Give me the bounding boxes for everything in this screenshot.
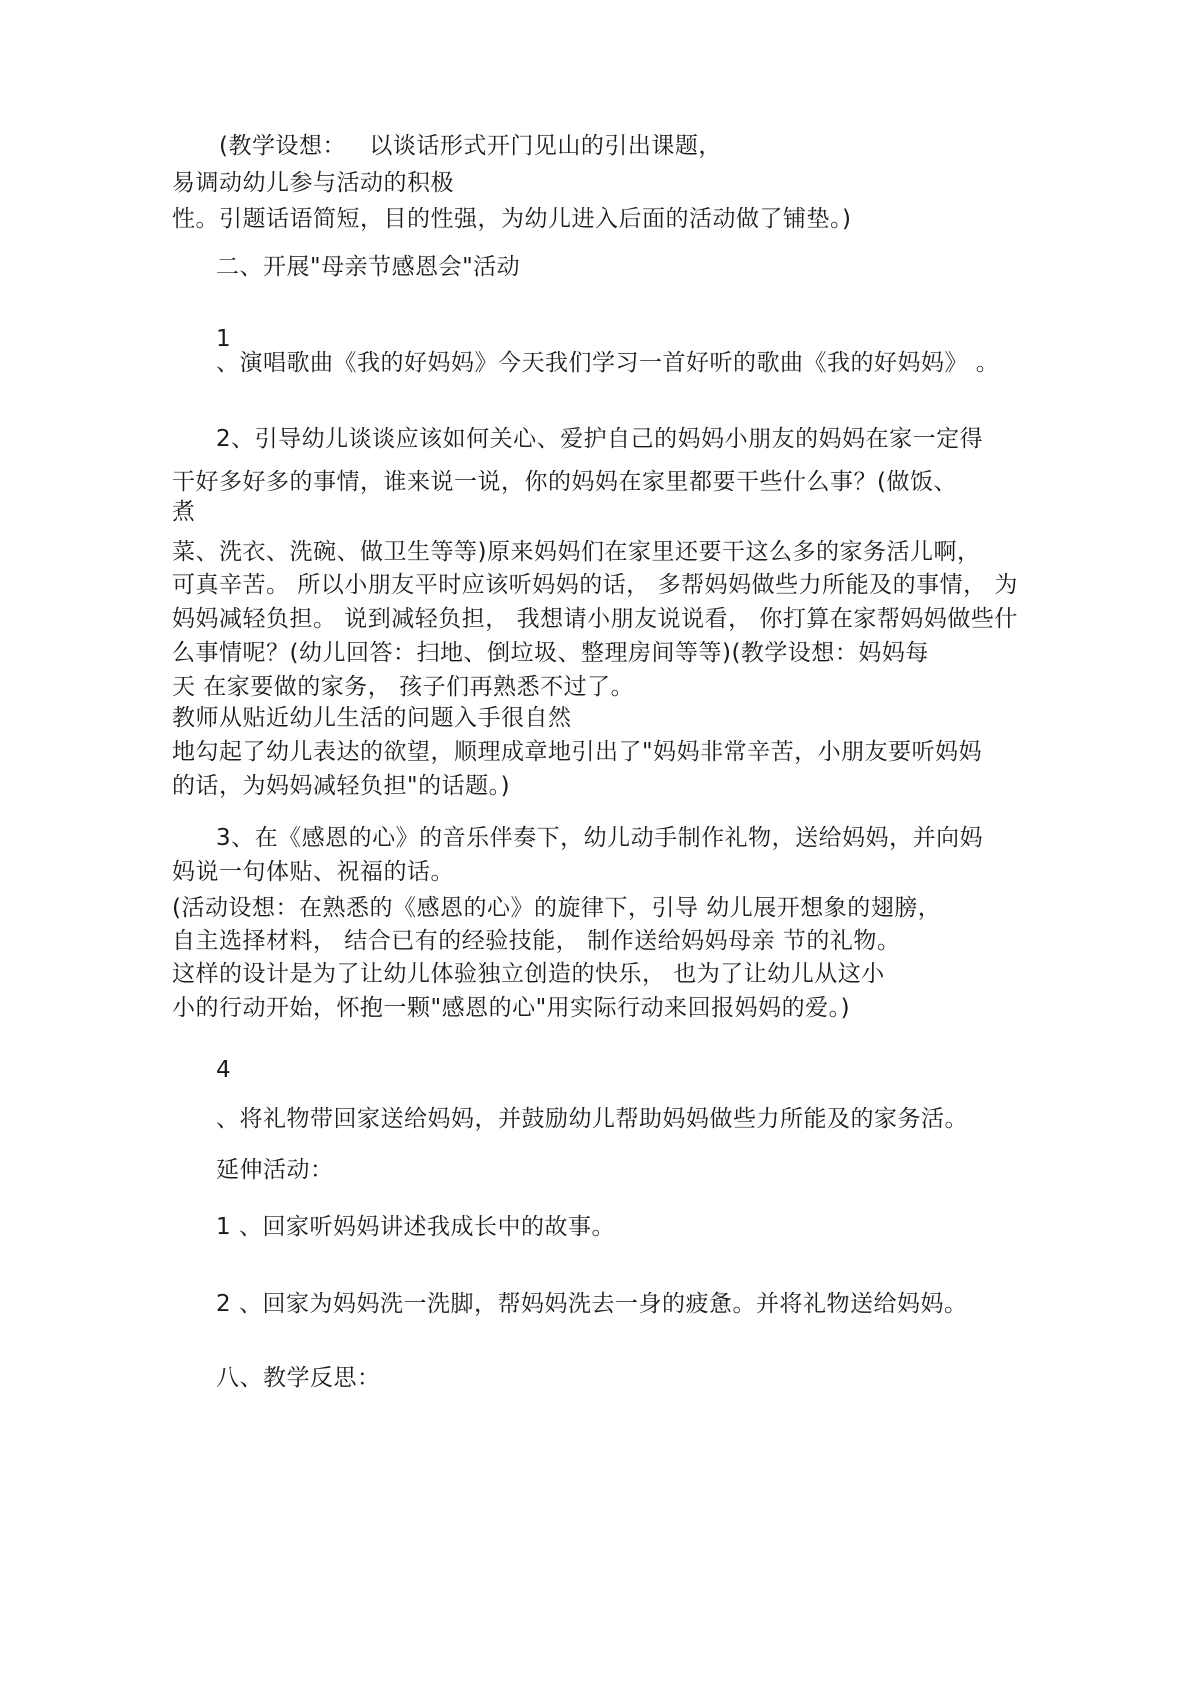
text-line: (活动设想：在熟悉的《感恩的心》的旋律下，引导 幼儿展开想象的翅膀， — [172, 895, 942, 921]
text-line: 教师从贴近幼儿生活的问题入手很自然 — [172, 705, 572, 731]
list-number: 4 — [216, 1057, 232, 1083]
text-line: 2、引导幼儿谈谈应该如何关心、爱护自己的妈妈小朋友的妈妈在家一定得 — [216, 426, 984, 452]
list-item: 2 、回家为妈妈洗一洗脚，帮妈妈洗去一身的疲惫。并将礼物送给妈妈。 — [216, 1291, 968, 1317]
text-line: 妈说一句体贴、祝福的话。 — [172, 859, 454, 885]
text-line: 这样的设计是为了让幼儿体验独立创造的快乐， 也为了让幼儿从这小 — [172, 961, 885, 987]
section-heading: 二、开展"母亲节感恩会"活动 — [216, 254, 521, 280]
text-line: 自主选择材料， 结合已有的经验技能， 制作送给妈妈母亲 节的礼物。 — [172, 928, 901, 954]
text-line: 性。引题话语简短，目的性强，为幼儿进入后面的活动做了铺垫。) — [172, 206, 852, 232]
text-line: 3、在《感恩的心》的音乐伴奏下，幼儿动手制作礼物，送给妈妈，并向妈 — [216, 825, 984, 851]
text-line: 天 在家要做的家务， 孩子们再熟悉不过了。 — [172, 674, 635, 700]
list-item: 1 、回家听妈妈讲述我成长中的故事。 — [216, 1214, 615, 1240]
text-line: 煮 — [172, 499, 196, 525]
text-line: 、演唱歌曲《我的好妈妈》今天我们学习一首好听的歌曲《我的好妈妈》 。 — [216, 350, 1000, 376]
text-line: 么事情呢？(幼儿回答：扫地、倒垃圾、整理房间等等)(教学设想：妈妈每 — [172, 640, 929, 666]
text-line: 妈妈减轻负担。 说到减轻负担， 我想请小朋友说说看， 你打算在家帮妈妈做些什 — [172, 606, 1018, 632]
section-heading: 延伸活动： — [216, 1157, 334, 1183]
text-line: 干好多好多的事情，谁来说一说，你的妈妈在家里都要干些什么事？(做饭、 — [172, 469, 957, 495]
text-line: (教学设想： 以谈话形式开门见山的引出课题， — [219, 133, 722, 159]
text-line: 易调动幼儿参与活动的积极 — [172, 170, 454, 196]
section-heading: 八、教学反思： — [216, 1365, 381, 1391]
text-line: 菜、洗衣、洗碗、做卫生等等)原来妈妈们在家里还要干这么多的家务活儿啊， — [172, 539, 981, 565]
text-line: 的话，为妈妈减轻负担"的话题。) — [172, 773, 511, 799]
text-line: 小的行动开始，怀抱一颗"感恩的心"用实际行动来回报妈妈的爱。) — [172, 995, 851, 1021]
text-line: 可真辛苦。 所以小朋友平时应该听妈妈的话， 多帮妈妈做些力所能及的事情， 为 — [172, 572, 1018, 598]
text-line: 、将礼物带回家送给妈妈，并鼓励幼儿帮助妈妈做些力所能及的家务活。 — [216, 1106, 968, 1132]
text-line: 地勾起了幼儿表达的欲望，顺理成章地引出了"妈妈非常辛苦，小朋友要听妈妈 — [172, 739, 983, 765]
list-number: 1 — [216, 326, 232, 352]
